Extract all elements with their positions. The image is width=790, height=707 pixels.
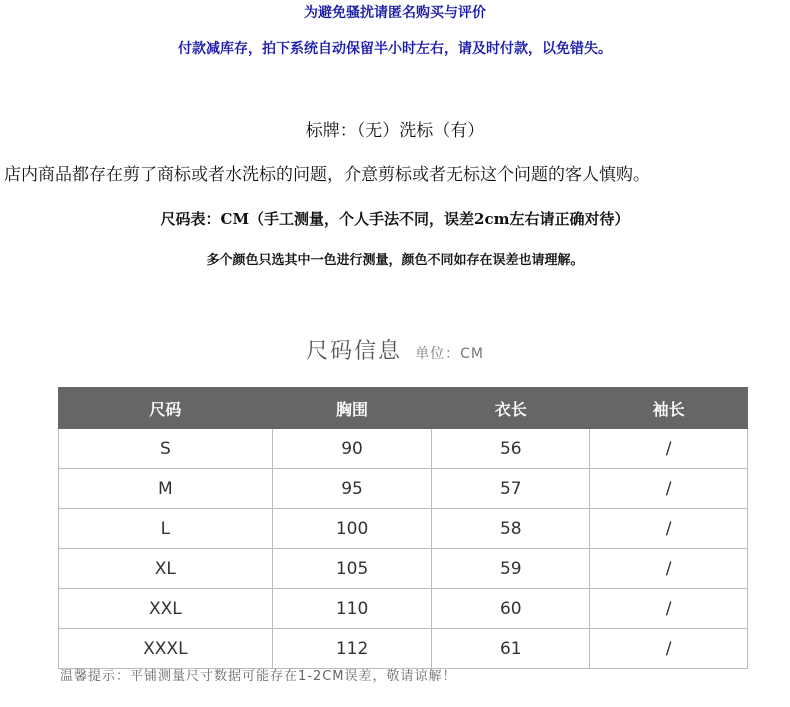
size-chart-unit: 单位：CM (415, 346, 484, 362)
cell-sleeve: / (590, 549, 748, 589)
size-chart-header-row (59, 388, 748, 429)
notice-cut-tag-warning: 店内商品都存在剪了商标或者水洗标的问题，介意剪标或者无标这个问题的客人慎购。 (4, 165, 650, 185)
cell-size: M (59, 469, 273, 509)
notice-tag-info: 标牌：（无）洗标（有） (305, 121, 485, 141)
cell-length: 59 (432, 549, 590, 589)
cell-length: 57 (432, 469, 590, 509)
cell-length: 56 (432, 429, 590, 469)
cell-length: 60 (432, 589, 590, 629)
cell-size: S (59, 429, 273, 469)
cell-chest: 110 (272, 589, 432, 629)
cell-sleeve: / (590, 509, 748, 549)
notice-payment: 付款减库存，拍下系统自动保留半小时左右，请及时付款，以免错失。 (178, 41, 612, 57)
cell-length: 58 (432, 509, 590, 549)
size-chart-table (58, 387, 748, 669)
header-chest: 胸围 (272, 388, 432, 429)
table-row (59, 509, 748, 549)
size-chart-title: 尺码信息 (306, 339, 403, 364)
cell-sleeve: / (590, 629, 748, 669)
header-sleeve: 袖长 (590, 388, 748, 429)
size-chart-title-block (0, 334, 790, 365)
header-size: 尺码 (59, 388, 273, 429)
cell-chest: 105 (272, 549, 432, 589)
cell-chest: 95 (272, 469, 432, 509)
cell-sleeve: / (590, 589, 748, 629)
table-row (59, 469, 748, 509)
table-row (59, 629, 748, 669)
cell-chest: 112 (272, 629, 432, 669)
table-row (59, 589, 748, 629)
table-row (59, 429, 748, 469)
cell-length: 61 (432, 629, 590, 669)
cell-size: L (59, 509, 273, 549)
cell-chest: 100 (272, 509, 432, 549)
table-row (59, 549, 748, 589)
cell-sleeve: / (590, 429, 748, 469)
notice-anonymous: 为避免骚扰请匿名购买与评价 (304, 5, 486, 21)
cell-size: XXL (59, 589, 273, 629)
cell-size: XL (59, 549, 273, 589)
header-length: 衣长 (432, 388, 590, 429)
cell-sleeve: / (590, 469, 748, 509)
measurement-tip: 温馨提示：平铺测量尺寸数据可能存在1-2CM误差，敬请谅解！ (60, 669, 457, 684)
notice-color-measure: 多个颜色只选其中一色进行测量，颜色不同如存在误差也请理解。 (206, 253, 584, 268)
cell-chest: 90 (272, 429, 432, 469)
notice-size-chart-measure: 尺码表：CM（手工测量，个人手法不同，误差2cm左右请正确对待） (160, 210, 630, 228)
cell-size: XXXL (59, 629, 273, 669)
